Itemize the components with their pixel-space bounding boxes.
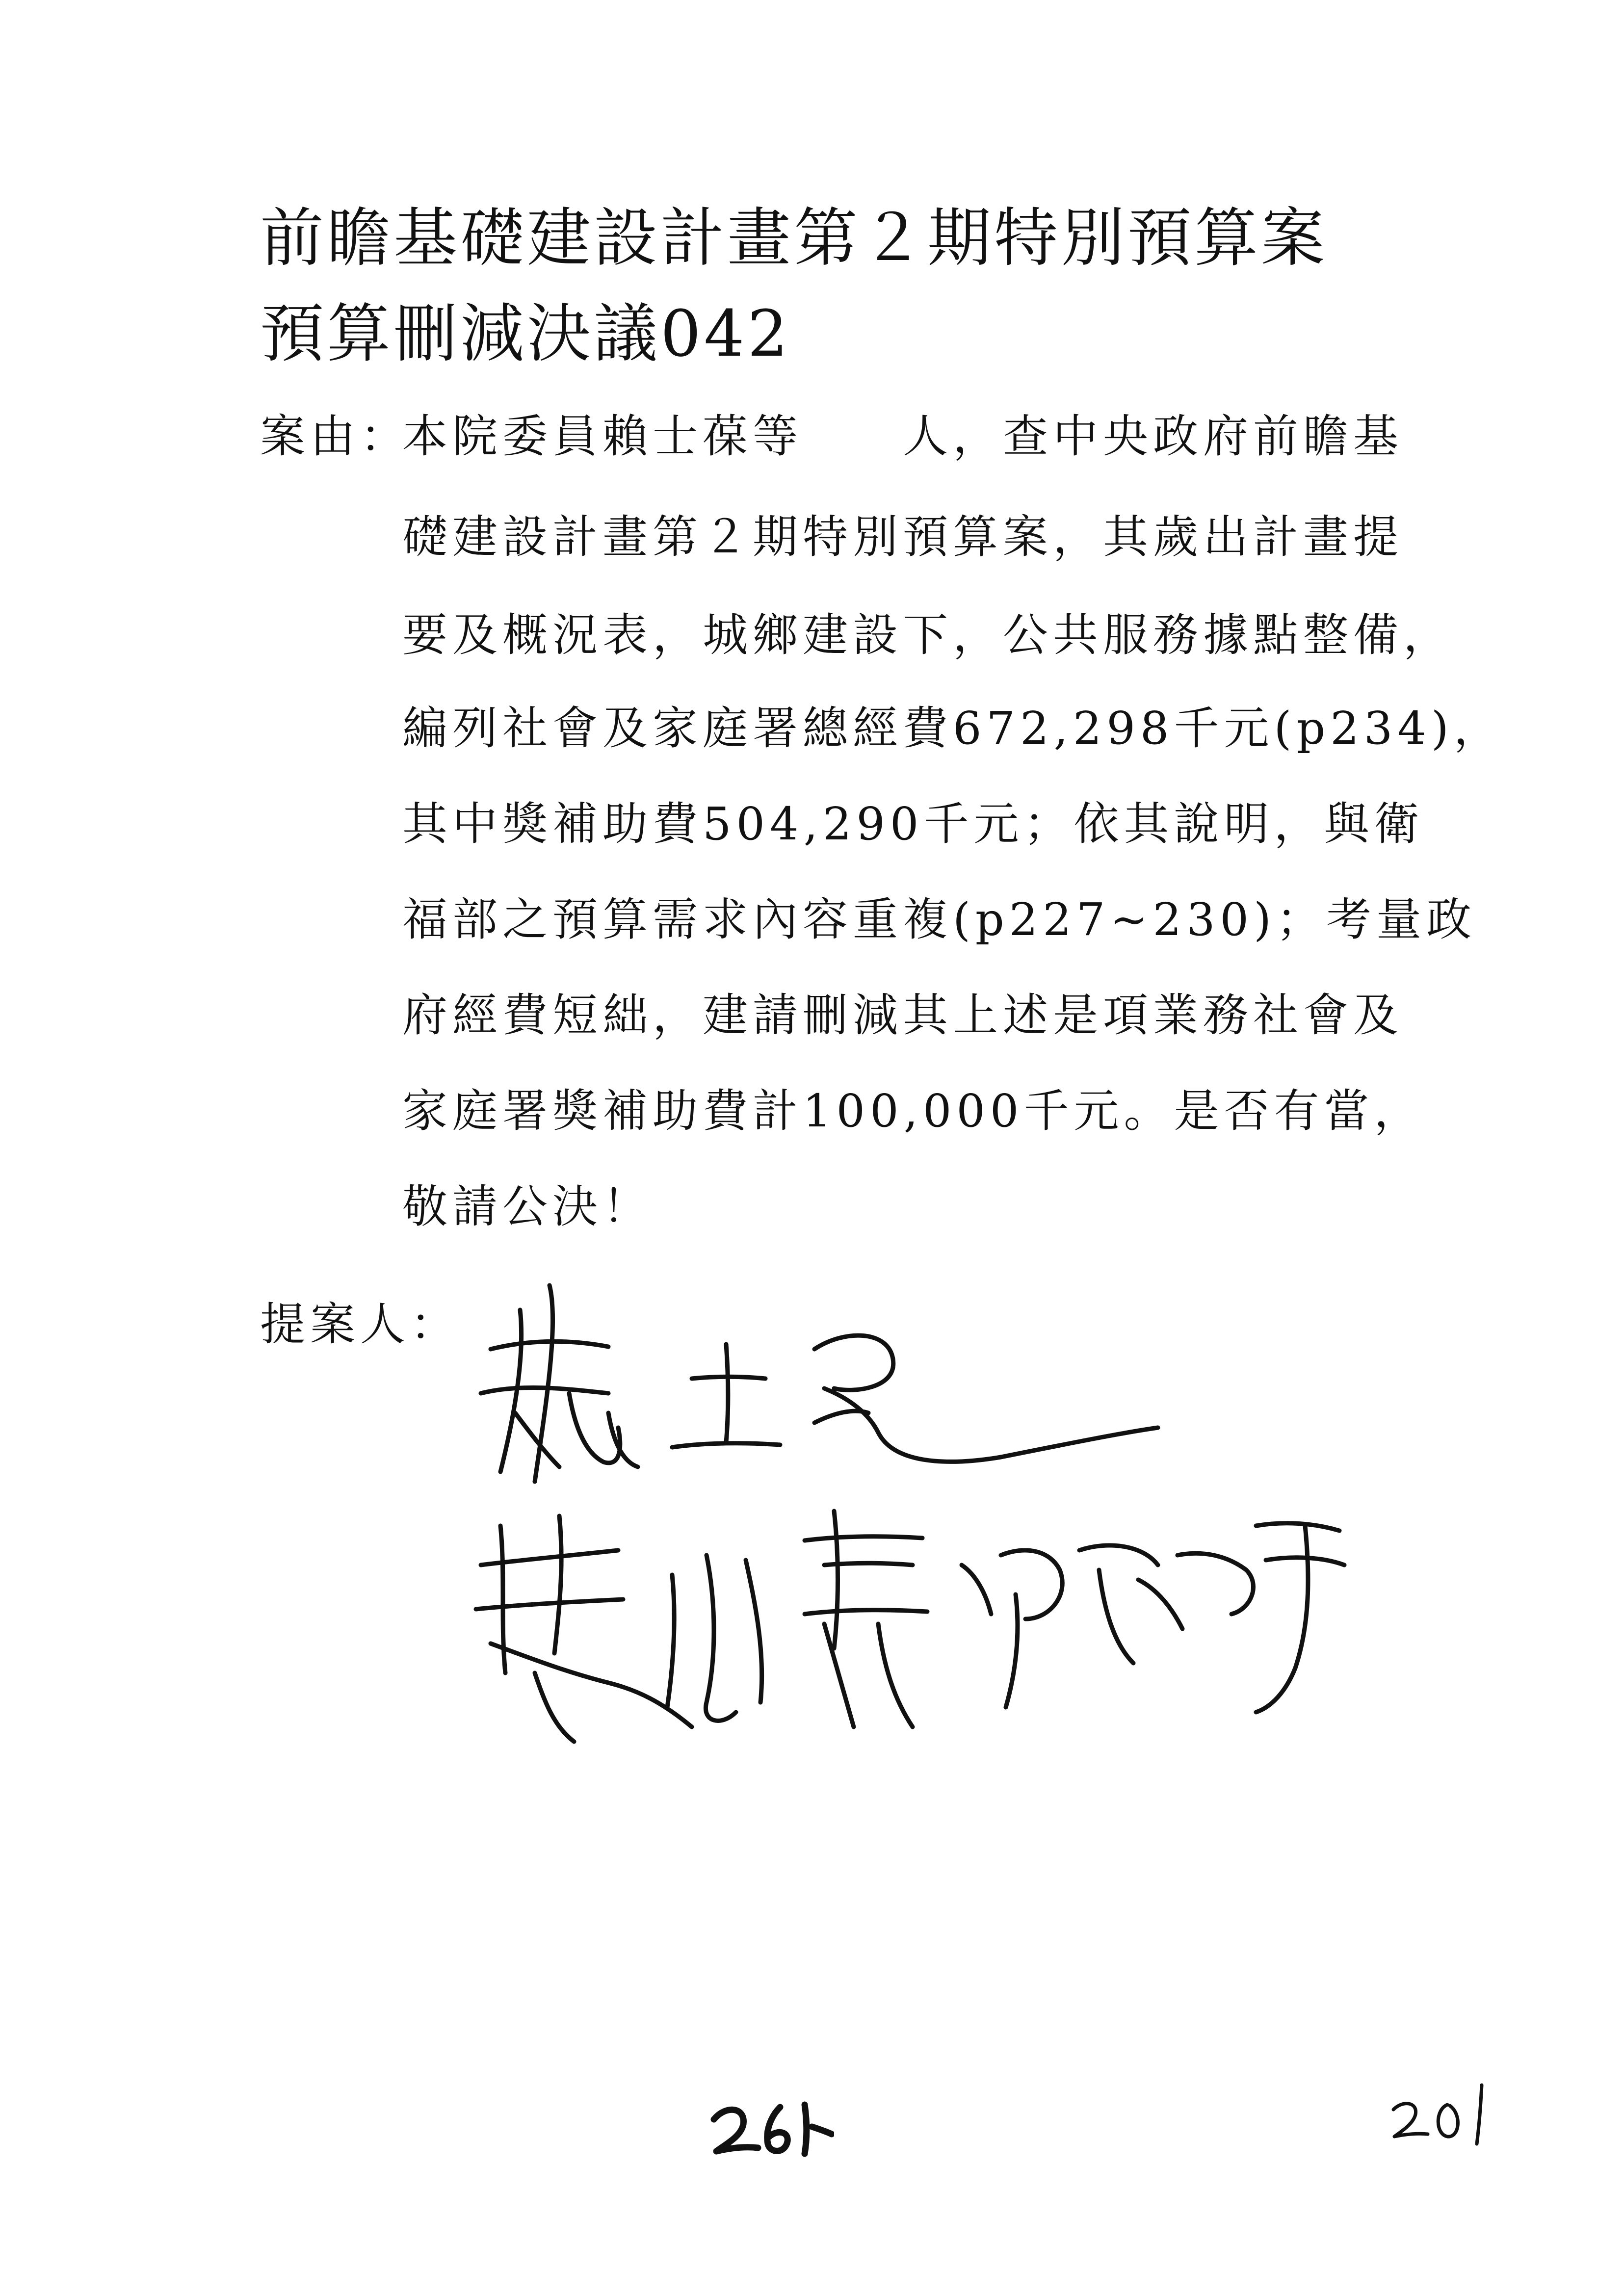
signature-icon (461, 1496, 1359, 1766)
reason-line-2: 礎建設計畫第２期特別預算案，其歲出計畫提 (402, 511, 1404, 563)
reason-line-7: 府經費短絀，建請刪減其上述是項業務社會及 (402, 989, 1404, 1042)
handwritten-number-icon (1388, 2075, 1501, 2149)
handwritten-page-number-right (1388, 2075, 1501, 2149)
reason-line-8: 家庭署獎補助費計100,000千元。是否有當， (402, 1085, 1424, 1137)
handwritten-page-number (707, 2090, 834, 2164)
proposer-label: 提案人： (260, 1298, 461, 1351)
document-title-line-2: 預算刪減決議042 (260, 296, 791, 371)
document-title-line-1: 前瞻基礎建設計畫第２期特別預算案 (260, 201, 1328, 275)
reason-line-3: 要及概況表，城鄉建設下，公共服務據點整備， (402, 609, 1454, 661)
reason-line-6: 福部之預算需求內容重複(p227~230)；考量政 (402, 893, 1476, 946)
reason-label: 案由： (260, 410, 411, 463)
handwritten-number-icon (707, 2090, 834, 2164)
handwritten-signature-1 (461, 1266, 1173, 1511)
reason-line-4: 編列社會及家庭署總經費672,298千元(p234)， (402, 702, 1504, 755)
handwritten-signature-2 (461, 1496, 1359, 1766)
reason-line-9: 敬請公決！ (402, 1180, 653, 1233)
signature-icon (461, 1266, 1173, 1511)
reason-line-5: 其中獎補助費504,290千元；依其說明，與衛 (402, 798, 1424, 850)
reason-line-1: 本院委員賴士葆等 人，查中央政府前瞻基 (402, 410, 1404, 463)
